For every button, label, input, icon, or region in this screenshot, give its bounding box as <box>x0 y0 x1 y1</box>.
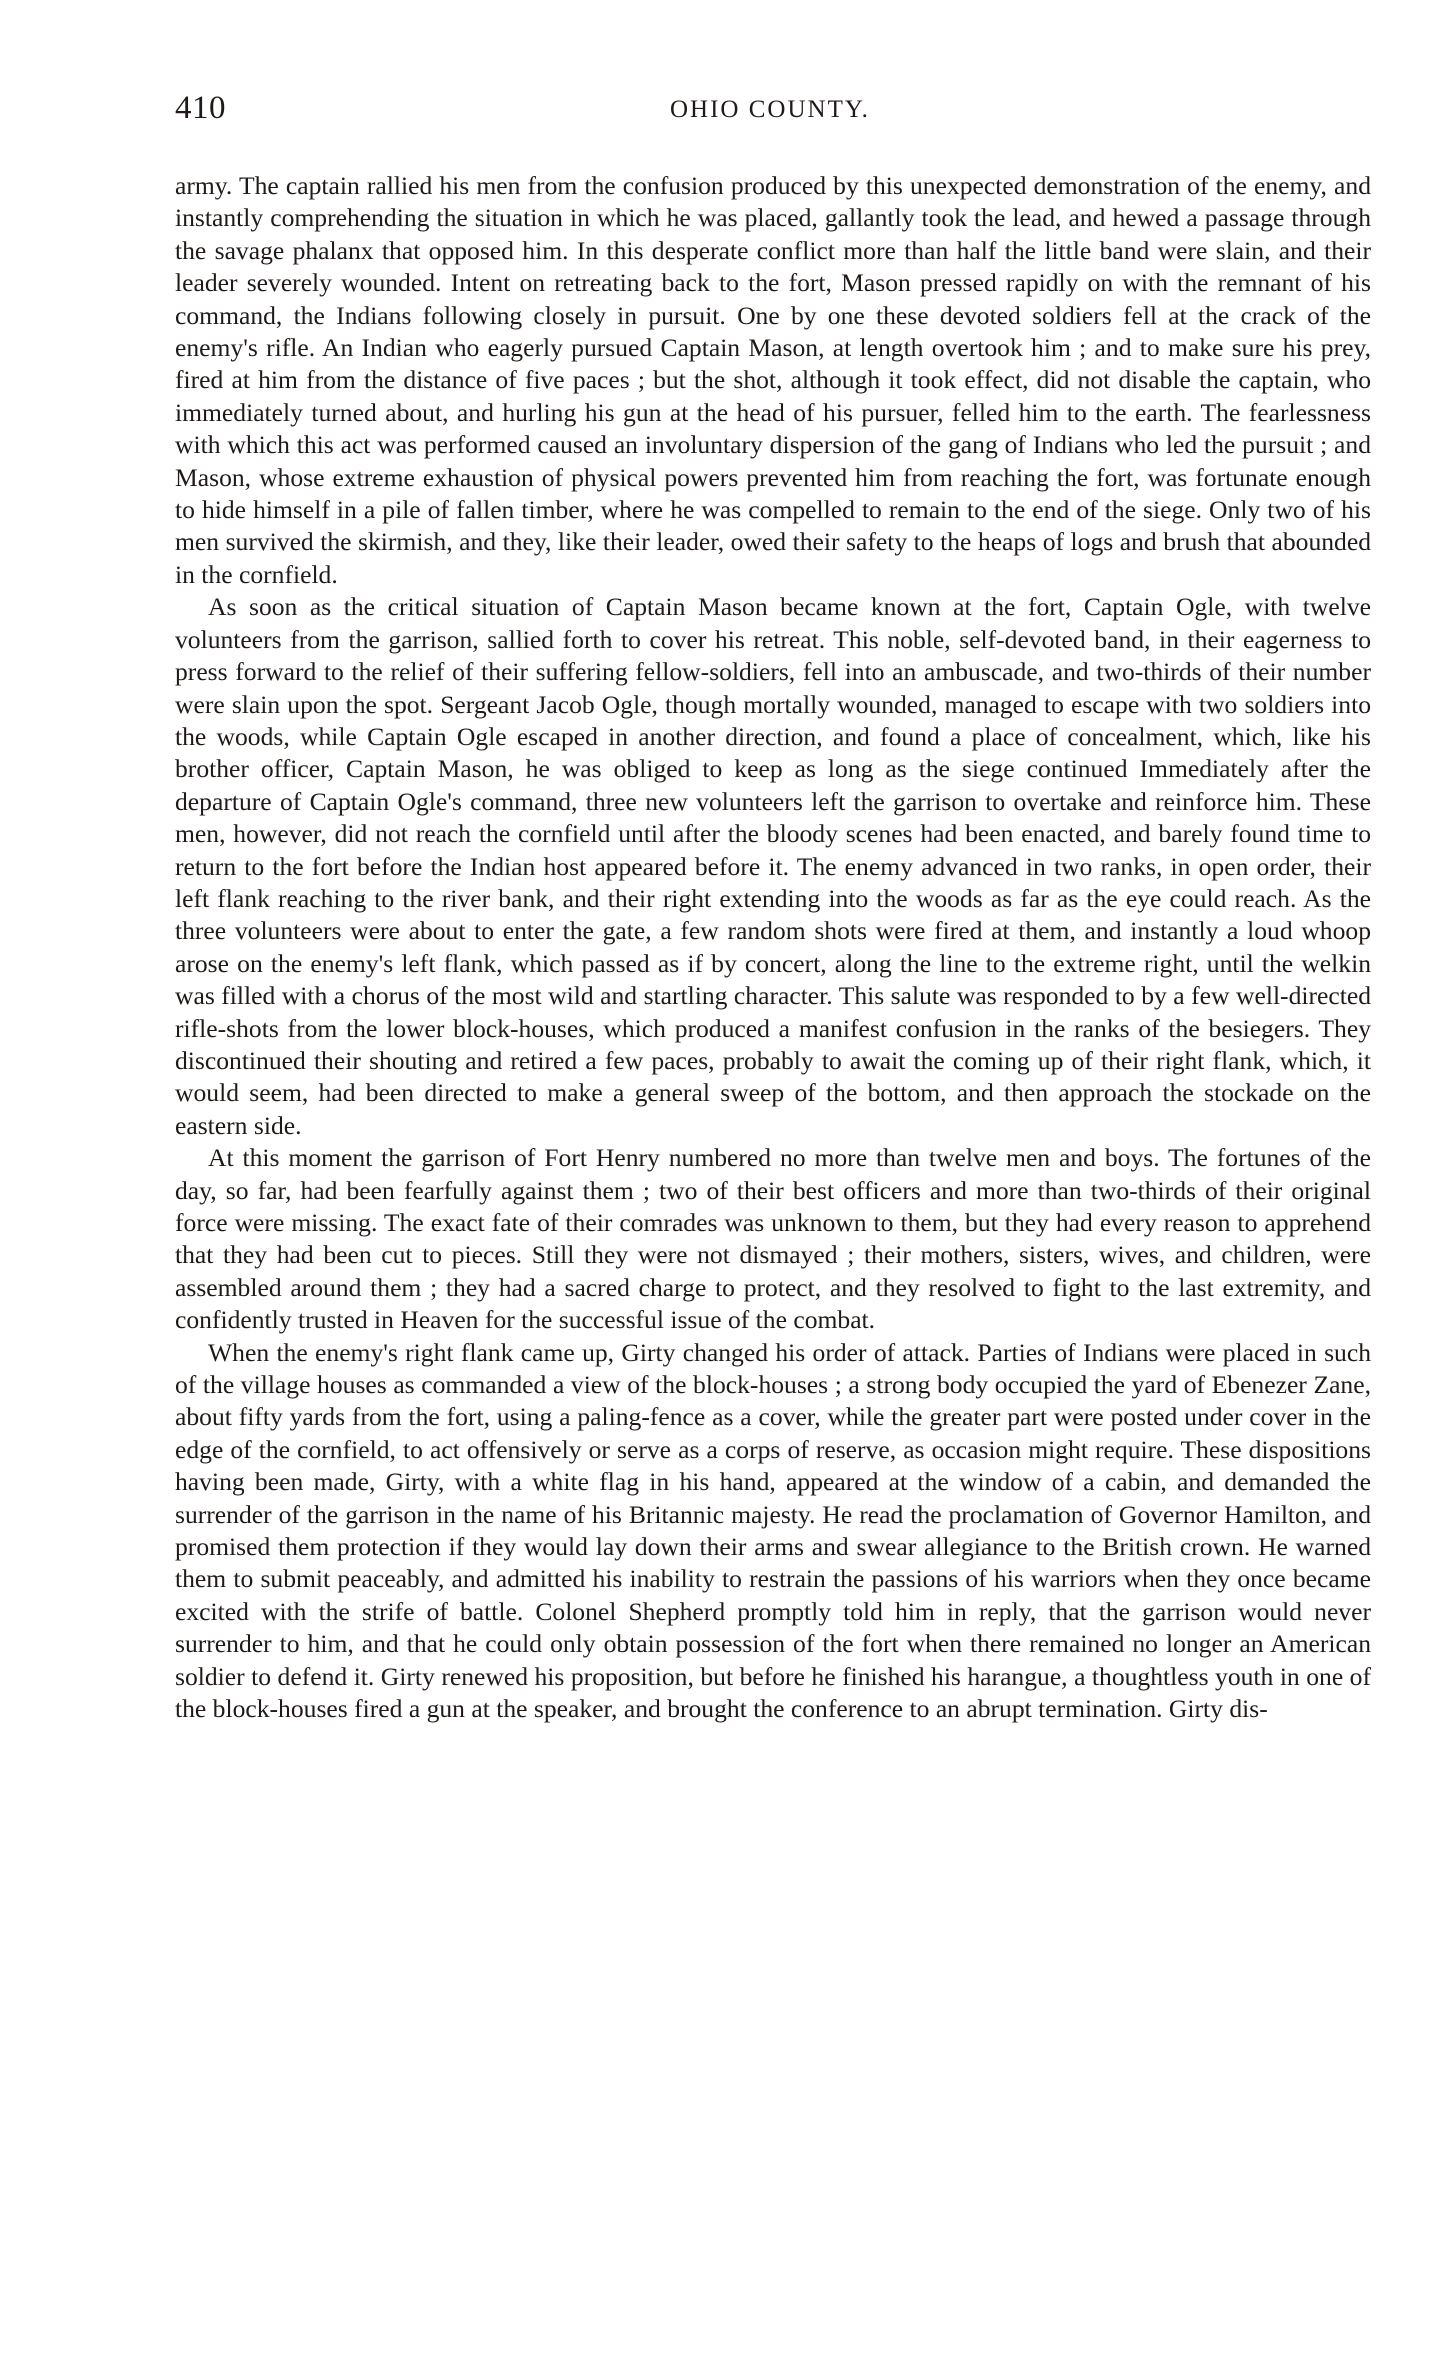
body-text <box>175 170 1371 1726</box>
paragraph: At this moment the garrison of Fort Henry numbered no more than twelve men and boys. The fortunes of the day, so far, had been fearfully against them ; two of their best officers and more than two-thirds of their original force were missing. The exact fate of their comrades was unknown to them, but they had every reason to apprehend that they had been cut to pieces. Still they were not dismayed ; their mothers, sisters, wives, and children, were assembled around them ; they had a sacred charge to protect, and they resolved to fight to the last extremity, and confidently trusted in Heaven for the successful issue of the combat. <box>175 1143 1371 1335</box>
paragraph: When the enemy's right flank came up, Girty changed his order of attack. Parties of Indians were placed in such of the village houses as commanded a view of the block-houses ; a strong body occupied the yard of Ebenezer Zane, about fifty yards from the fort, using a paling-fence as a cover, while the greater part were posted under cover in the edge of the cornfield, to act offensively or serve as a corps of reserve, as occasion might require. These dispositions having been made, Girty, with a white flag in his hand, appeared at the window of a cabin, and demanded the surrender of the garrison in the name of his Britannic majesty. He read the proclamation of Governor Hamilton, and promised them protection if they would lay down their arms and swear allegiance to the British crown. He warned them to submit peaceably, and admitted his inability to restrain the passions of his warriors when they once became excited with the strife of battle. Colonel Shepherd promptly told him in reply, that the garrison would never surrender to him, and that he could only obtain possession of the fort when there remained no longer an American soldier to defend it. Girty renewed his proposition, but before he finished his harangue, a thoughtless youth in one of the block-houses fired a gun at the speaker, and brought the conference to an abrupt termination. Girty dis- <box>175 1337 1371 1724</box>
page-number: 410 <box>175 90 226 126</box>
running-head: OHIO COUNTY. <box>670 96 870 123</box>
paragraph: As soon as the critical situation of Captain Mason became known at the fort, Captain Ogle, with twelve volunteers from the garrison, sallied forth to cover his retreat. This noble, self-devoted band, in their eagerness to press forward to the relief of their suffering fellow-soldiers, fell into an ambuscade, and two-thirds of their number were slain upon the spot. Sergeant Jacob Ogle, though mortally wounded, managed to escape with two soldiers into the woods, while Captain Ogle escaped in another direction, and found a place of concealment, which, like his brother officer, Captain Mason, he was obliged to keep as long as the siege continued Immediately after the departure of Captain Ogle's command, three new volunteers left the garrison to overtake and reinforce him. These men, however, did not reach the cornfield until after the bloody scenes had been enacted, and barely found time to return to the fort before the Indian host appeared before it. The enemy advanced in two ranks, in open order, their left flank reaching to the river bank, and their right extending into the woods as far as the eye could reach. As the three volunteers were about to enter the gate, a few random shots were fired at them, and instantly a loud whoop arose on the enemy's left flank, which passed as if by concert, along the line to the extreme right, until the welkin was filled with a chorus of the most wild and startling character. This salute was responded to by a few well-directed rifle-shots from the lower block-houses, which produced a manifest confusion in the ranks of the besiegers. They discontinued their shouting and retired a few paces, probably to await the coming up of their right flank, which, it would seem, had been directed to make a general sweep of the bottom, and then approach the stockade on the eastern side. <box>175 592 1371 1140</box>
page-header <box>175 90 1375 130</box>
paragraph-continued: army. The captain rallied his men from the confusion produced by this unexpected demonstration of the enemy, and instantly comprehending the situation in which he was placed, gallantly took the lead, and hewed a passage through the savage phalanx that opposed him. In this desperate conflict more than half the little band were slain, and their leader severely wounded. Intent on retreating back to the fort, Mason pressed rapidly on with the remnant of his command, the Indians following closely in pursuit. One by one these devoted soldiers fell at the crack of the enemy's rifle. An Indian who eagerly pursued Captain Mason, at length overtook him ; and to make sure his prey, fired at him from the distance of five paces ; but the shot, although it took effect, did not disable the captain, who immediately turned about, and hurling his gun at the head of his pursuer, felled him to the earth. The fearlessness with which this act was performed caused an involuntary dispersion of the gang of Indians who led the pursuit ; and Mason, whose extreme exhaustion of physical powers prevented him from reaching the fort, was fortunate enough to hide himself in a pile of fallen timber, where he was compelled to remain to the end of the siege. Only two of his men survived the skirmish, and they, like their leader, owed their safety to the heaps of logs and brush that abounded in the cornfield. <box>175 171 1371 589</box>
